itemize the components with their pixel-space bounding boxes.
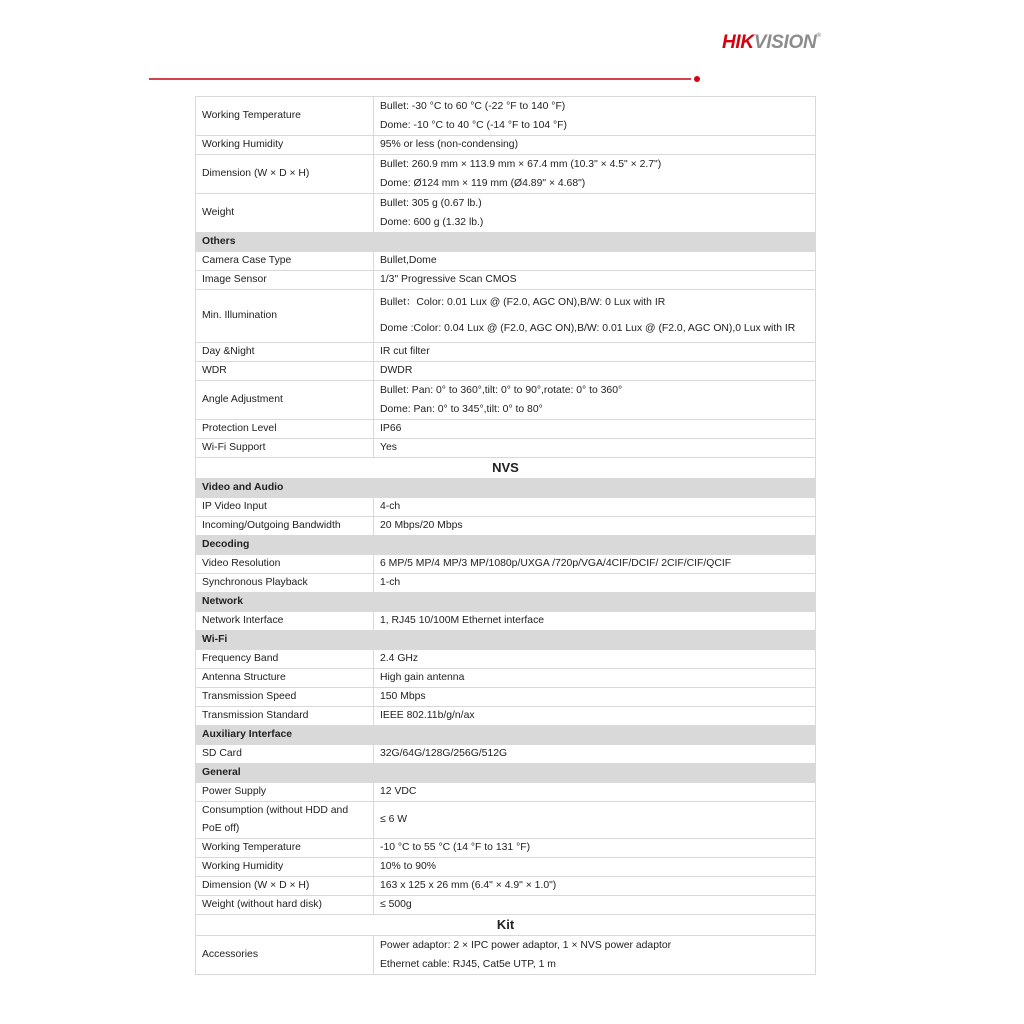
- section-header-row: [196, 726, 816, 745]
- spec-value: High gain antenna: [374, 669, 816, 688]
- spec-row: [196, 858, 816, 877]
- spec-row: [196, 555, 816, 574]
- spec-value: Bullet,Dome: [374, 252, 816, 271]
- spec-row: [196, 420, 816, 439]
- spec-value: 2.4 GHz: [374, 650, 816, 669]
- spec-label: Working Temperature: [196, 839, 374, 858]
- spec-value: 6 MP/5 MP/4 MP/3 MP/1080p/UXGA /720p/VGA/4CIF/DCIF/ 2CIF/CIF/QCIF: [374, 555, 816, 574]
- spec-value: 95% or less (non-condensing): [374, 136, 816, 155]
- spec-value: 4-ch: [374, 498, 816, 517]
- header-divider-dot: [694, 76, 700, 82]
- spec-row: [196, 612, 816, 631]
- spec-value: Yes: [374, 439, 816, 458]
- hikvision-logo: [722, 33, 821, 52]
- spec-value: IP66: [374, 420, 816, 439]
- section-header: Video and Audio: [196, 479, 816, 498]
- spec-value: 20 Mbps/20 Mbps: [374, 517, 816, 536]
- spec-label: Antenna Structure: [196, 669, 374, 688]
- spec-value-cell: [374, 936, 816, 975]
- spec-value: 1/3" Progressive Scan CMOS: [374, 271, 816, 290]
- spec-value-line: Dome: -10 °C to 40 °C (-14 °F to 104 °F): [380, 120, 567, 131]
- spec-value: -10 °C to 55 °C (14 °F to 131 °F): [374, 839, 816, 858]
- spec-value: 10% to 90%: [374, 858, 816, 877]
- spec-value: DWDR: [374, 362, 816, 381]
- spec-label: Video Resolution: [196, 555, 374, 574]
- spec-label: Weight (without hard disk): [196, 896, 374, 915]
- spec-value: 12 VDC: [374, 783, 816, 802]
- spec-value: 1, RJ45 10/100M Ethernet interface: [374, 612, 816, 631]
- spec-row: [196, 271, 816, 290]
- spec-label: Working Humidity: [196, 858, 374, 877]
- logo-part-hik: HIK: [722, 32, 754, 53]
- spec-value-cell: [374, 155, 816, 194]
- spec-row: [196, 439, 816, 458]
- spec-label: Protection Level: [196, 420, 374, 439]
- spec-value-line: Power adaptor: 2 × IPC power adaptor, 1 × NVS power adaptor: [380, 940, 672, 951]
- spec-label: Working Temperature: [196, 97, 374, 136]
- kit-title-row: [196, 915, 816, 936]
- spec-row: [196, 688, 816, 707]
- section-header-row: [196, 631, 816, 650]
- spec-value-line: Bullet: 305 g (0.67 lb.): [380, 198, 482, 209]
- spec-value-line: Ethernet cable: RJ45, Cat5e UTP, 1 m: [380, 959, 556, 970]
- spec-row: [196, 194, 816, 233]
- section-header-row: [196, 536, 816, 555]
- spec-value: 32G/64G/128G/256G/512G: [374, 745, 816, 764]
- spec-row: [196, 362, 816, 381]
- spec-value-cell: [374, 381, 816, 420]
- spec-label: Min. Illumination: [196, 290, 374, 343]
- spec-row: [196, 252, 816, 271]
- section-header: Wi-Fi: [196, 631, 816, 650]
- spec-value: ≤ 6 W: [374, 802, 816, 839]
- spec-label: Consumption (without HDD and PoE off): [196, 802, 374, 839]
- spec-label: Wi-Fi Support: [196, 439, 374, 458]
- spec-label: Transmission Speed: [196, 688, 374, 707]
- spec-row: [196, 517, 816, 536]
- spec-label: Incoming/Outgoing Bandwidth: [196, 517, 374, 536]
- spec-row: [196, 707, 816, 726]
- kit-title: Kit: [196, 915, 816, 936]
- spec-value-cell: [374, 290, 816, 343]
- spec-value-cell: [374, 97, 816, 136]
- spec-value-line: Dome :Color: 0.04 Lux @ (F2.0, AGC ON),B/W: 0.01 Lux @ (F2.0, AGC ON),0 Lux with IR: [380, 323, 796, 334]
- nvs-title-row: [196, 458, 816, 479]
- section-header-row: [196, 764, 816, 783]
- spec-value-line: Bullet: -30 °C to 60 °C (-22 °F to 140 °F): [380, 101, 566, 112]
- spec-value-line: Bullet：Color: 0.01 Lux @ (F2.0, AGC ON),B/W: 0 Lux with IR: [380, 297, 666, 308]
- spec-value-line: Bullet: Pan: 0° to 360°,tilt: 0° to 90°,rotate: 0° to 360°: [380, 385, 623, 396]
- section-header-row: [196, 233, 816, 252]
- section-header-row: [196, 479, 816, 498]
- spec-row: [196, 783, 816, 802]
- spec-label: Synchronous Playback: [196, 574, 374, 593]
- spec-label: WDR: [196, 362, 374, 381]
- spec-value-line: Bullet: 260.9 mm × 113.9 mm × 67.4 mm (10.3" × 4.5" × 2.7"): [380, 159, 662, 170]
- spec-label: Camera Case Type: [196, 252, 374, 271]
- spec-label: Working Humidity: [196, 136, 374, 155]
- spec-row: [196, 650, 816, 669]
- spec-label: IP Video Input: [196, 498, 374, 517]
- spec-row: [196, 839, 816, 858]
- section-header: Auxiliary Interface: [196, 726, 816, 745]
- spec-value: 163 x 125 x 26 mm (6.4" × 4.9" × 1.0"): [374, 877, 816, 896]
- spec-value-line: Dome: 600 g (1.32 lb.): [380, 217, 484, 228]
- section-header: Network: [196, 593, 816, 612]
- spec-label: Frequency Band: [196, 650, 374, 669]
- section-header: Others: [196, 233, 816, 252]
- section-header: General: [196, 764, 816, 783]
- spec-label: Dimension (W × D × H): [196, 155, 374, 194]
- spec-value: 150 Mbps: [374, 688, 816, 707]
- spec-value-cell: [374, 194, 816, 233]
- spec-value-line: Dome: Ø124 mm × 119 mm (Ø4.89" × 4.68"): [380, 178, 586, 189]
- spec-row: [196, 669, 816, 688]
- spec-label: Dimension (W × D × H): [196, 877, 374, 896]
- spec-table: [195, 96, 816, 975]
- registered-mark: ®: [816, 33, 821, 39]
- spec-row: [196, 290, 816, 343]
- spec-label: Day &Night: [196, 343, 374, 362]
- spec-value: ≤ 500g: [374, 896, 816, 915]
- spec-row: [196, 498, 816, 517]
- spec-row: [196, 745, 816, 764]
- spec-row: [196, 381, 816, 420]
- spec-row: [196, 155, 816, 194]
- logo-part-vision: VISION: [753, 32, 817, 53]
- spec-row: [196, 936, 816, 975]
- section-header: Decoding: [196, 536, 816, 555]
- spec-row: [196, 896, 816, 915]
- spec-label: Image Sensor: [196, 271, 374, 290]
- spec-row: [196, 97, 816, 136]
- spec-row: [196, 574, 816, 593]
- spec-label: Network Interface: [196, 612, 374, 631]
- spec-value: 1-ch: [374, 574, 816, 593]
- spec-label: Angle Adjustment: [196, 381, 374, 420]
- spec-label: Power Supply: [196, 783, 374, 802]
- section-header-row: [196, 593, 816, 612]
- spec-value: IR cut filter: [374, 343, 816, 362]
- spec-row: [196, 343, 816, 362]
- spec-row: [196, 877, 816, 896]
- spec-value-line: Dome: Pan: 0° to 345°,tilt: 0° to 80°: [380, 404, 543, 415]
- spec-value: IEEE 802.11b/g/n/ax: [374, 707, 816, 726]
- nvs-title: NVS: [196, 458, 816, 479]
- spec-row: [196, 136, 816, 155]
- spec-table-body: [196, 97, 816, 975]
- spec-label: Weight: [196, 194, 374, 233]
- spec-label: SD Card: [196, 745, 374, 764]
- spec-row: [196, 802, 816, 839]
- spec-label: Transmission Standard: [196, 707, 374, 726]
- spec-label: Accessories: [196, 936, 374, 975]
- header-divider: [149, 78, 691, 80]
